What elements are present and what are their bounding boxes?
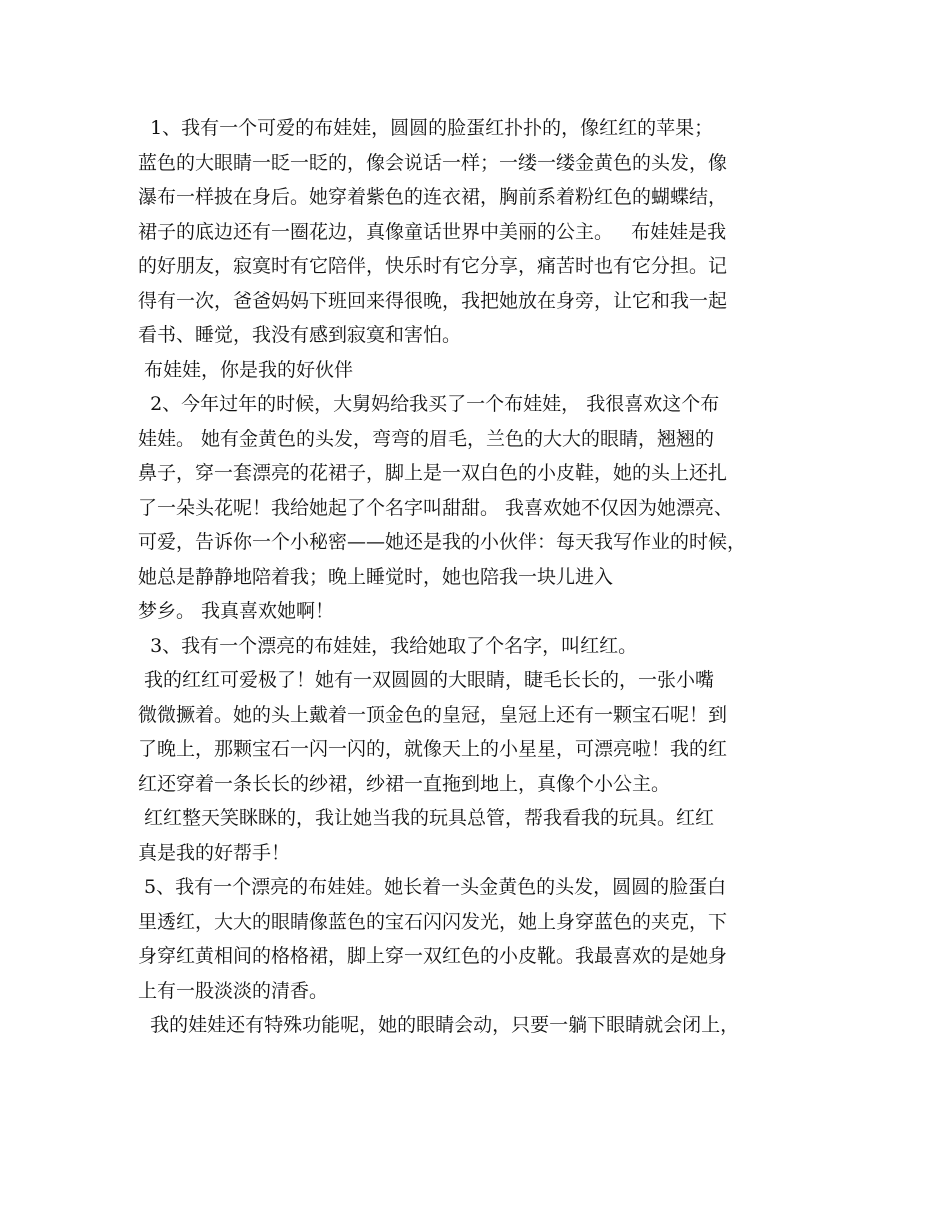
text-line: 裙子的底边还有一圈花边，真像童话世界中美丽的公主。 布娃娃是我 [138, 220, 727, 243]
text-line: 微微撅着。她的头上戴着一顶金色的皇冠，皇冠上还有一颗宝石呢！到 [138, 703, 728, 726]
text-line: 2、今年过年的时候，大舅妈给我买了一个布娃娃， 我很喜欢这个布 [138, 393, 720, 415]
text-line: 3、我有一个漂亮的布娃娃，我给她取了个名字，叫红红。 [138, 634, 638, 657]
text-line: 的好朋友，寂寞时有它陪伴，快乐时有它分享，痛苦时也有它分担。记 [138, 255, 728, 277]
text-line: 看书、睡觉，我没有感到寂寞和害怕。 [138, 324, 462, 346]
text-line: 上有一股淡淡的清香。 [138, 979, 329, 1002]
text-line: 红红整天笑眯眯的，我让她当我的玩具总管，帮我看我的玩具。红红 [138, 807, 715, 829]
text-line: 梦乡。 我真喜欢她啊！ [138, 600, 335, 622]
text-line: 她总是静静地陪着我；晚上睡觉时，她也陪我一块儿进入 [138, 565, 614, 588]
text-line: 5、我有一个漂亮的布娃娃。她长着一头金黄色的头发，圆圆的脸蛋白 [138, 876, 727, 898]
text-line: 娃娃。 她有金黄色的头发，弯弯的眉毛，兰色的大大的眼睛，翘翘的 [138, 427, 715, 450]
text-line: 了晚上，那颗宝石一闪一闪的，就像天上的小星星，可漂亮啦！我的红 [138, 738, 728, 760]
text-line: 了一朵头花呢！我给她起了个名字叫甜甜。 我喜欢她不仅因为她漂亮、 [138, 496, 734, 519]
text-line: 瀑布一样披在身后。她穿着紫色的连衣裙，胸前系着粉红色的蝴蝶结， [138, 186, 728, 208]
text-line: 我的娃娃还有特殊功能呢，她的眼睛会动，只要一躺下眼睛就会闭上， [138, 1014, 740, 1036]
text-line: 里透红，大大的眼睛像蓝色的宝石闪闪发光，她上身穿蓝色的夹克，下 [138, 910, 728, 933]
text-line: 可爱，告诉你一个小秘密——她还是我的小伙伴：每天我写作业的时候， [138, 531, 747, 553]
text-line: 得有一次，爸爸妈妈下班回来得很晚，我把她放在身旁，让它和我一起 [138, 289, 728, 312]
text-line: 1、我有一个可爱的布娃娃，圆圆的脸蛋红扑扑的，像红红的苹果； [138, 117, 714, 139]
text-line: 布娃娃，你是我的好伙伴 [138, 358, 354, 381]
text-line: 蓝色的大眼睛一眨一眨的，像会说话一样；一缕一缕金黄色的头发，像 [138, 151, 728, 174]
text-line: 红还穿着一条长长的纱裙，纱裙一直拖到地上，真像个小公主。 [138, 772, 671, 795]
text-line: 我的红红可爱极了！她有一双圆圆的大眼睛，睫毛长长的，一张小嘴 [138, 669, 715, 691]
text-line: 身穿红黄相间的格格裙，脚上穿一双红色的小皮靴。我最喜欢的是她身 [138, 945, 728, 967]
text-line: 真是我的好帮手！ [138, 841, 291, 864]
text-line: 鼻子，穿一套漂亮的花裙子，脚上是一双白色的小皮鞋，她的头上还扎 [138, 462, 728, 484]
essay-body [138, 111, 838, 1043]
